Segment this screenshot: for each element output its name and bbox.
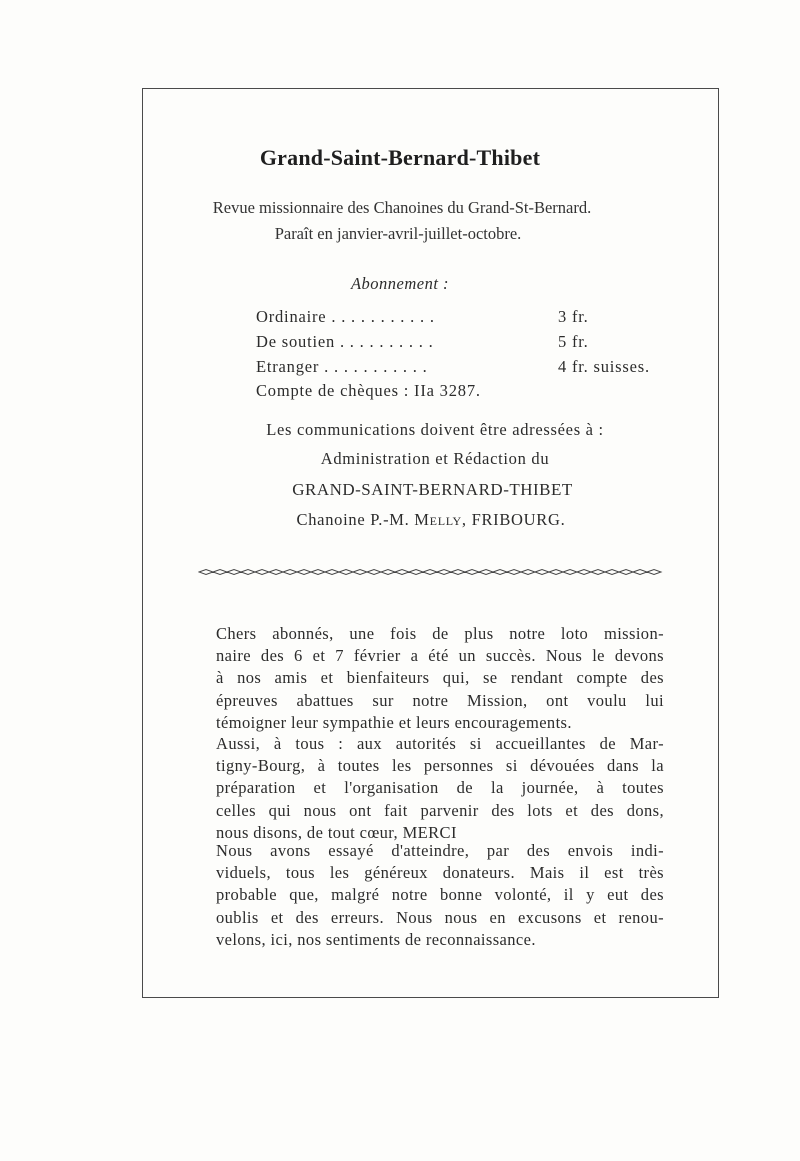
- ornament-divider: [198, 566, 666, 578]
- letter-paragraph-1: [216, 623, 664, 734]
- price-row-etranger: [256, 357, 650, 377]
- contact-intro: Les communications doivent être adressées à :: [266, 420, 604, 439]
- contact-journal-name: GRAND-SAINT-BERNARD-THIBET: [292, 480, 573, 499]
- contact-address: [0, 510, 800, 530]
- contact-name: Melly,: [414, 510, 467, 529]
- subscription-heading: Abonnement :: [350, 274, 450, 293]
- text-line: épreuves abattues sur notre Mission, ont voulu lui: [216, 690, 664, 710]
- text-line: celles qui nous ont fait parvenir des lots et des dons,: [216, 800, 664, 820]
- journal-title: Grand-Saint-Bernard-Thibet: [259, 145, 541, 170]
- text-line: préparation et l'organisation de la journée, à toutes: [216, 778, 664, 798]
- text-line: tigny-Bourg, à toutes les personnes si dévouées dans la: [216, 756, 664, 776]
- text-line: à nos amis et bienfaiteurs qui, se rendant compte des: [216, 668, 664, 688]
- contact-title: Chanoine P.-M.: [296, 510, 410, 529]
- text-line: velons, ici, nos sentiments de reconnaissance.: [216, 929, 536, 949]
- text-line: naire des 6 et 7 février a été un succès. Nous le devons: [216, 646, 664, 666]
- journal-subtitle: Revue missionnaire des Chanoines du Grand-St-Bernard.: [212, 198, 592, 217]
- cheque-account: Compte de chèques : IIa 3287.: [256, 381, 481, 400]
- text-line: témoigner leur sympathie et leurs encouragements.: [216, 712, 572, 732]
- price-label: Etranger . . . . . . . . . . .: [256, 357, 428, 376]
- price-row-soutien: [256, 332, 589, 352]
- text-line: Nous avons essayé d'atteindre, par des envois indi-: [216, 841, 664, 860]
- text-line: nous disons, de tout cœur, MERCI: [216, 822, 457, 842]
- price-value: 4 fr. suisses.: [558, 357, 650, 376]
- text-line: Aussi, à tous : aux autorités si accueillantes de Mar-: [216, 734, 664, 753]
- price-value: 3 fr.: [558, 307, 589, 326]
- price-value: 5 fr.: [558, 332, 589, 351]
- contact-city: FRIBOURG.: [471, 510, 566, 529]
- letter-paragraph-3: [216, 840, 664, 951]
- text-line: Chers abonnés, une fois de plus notre loto mission-: [216, 624, 664, 643]
- publication-schedule: Paraît en janvier-avril-juillet-octobre.: [274, 224, 522, 243]
- text-line: viduels, tous les généreux donateurs. Mais il est très: [216, 863, 664, 883]
- price-label: De soutien . . . . . . . . . .: [256, 332, 434, 351]
- contact-department: Administration et Rédaction du: [320, 449, 550, 468]
- text-line: oublis et des erreurs. Nous nous en excusons et renou-: [216, 907, 664, 927]
- text-line: probable que, malgré notre bonne volonté, il y eut des: [216, 885, 664, 905]
- price-row-ordinaire: [256, 307, 589, 327]
- letter-paragraph-2: [216, 733, 664, 844]
- price-label: Ordinaire . . . . . . . . . . .: [256, 307, 435, 326]
